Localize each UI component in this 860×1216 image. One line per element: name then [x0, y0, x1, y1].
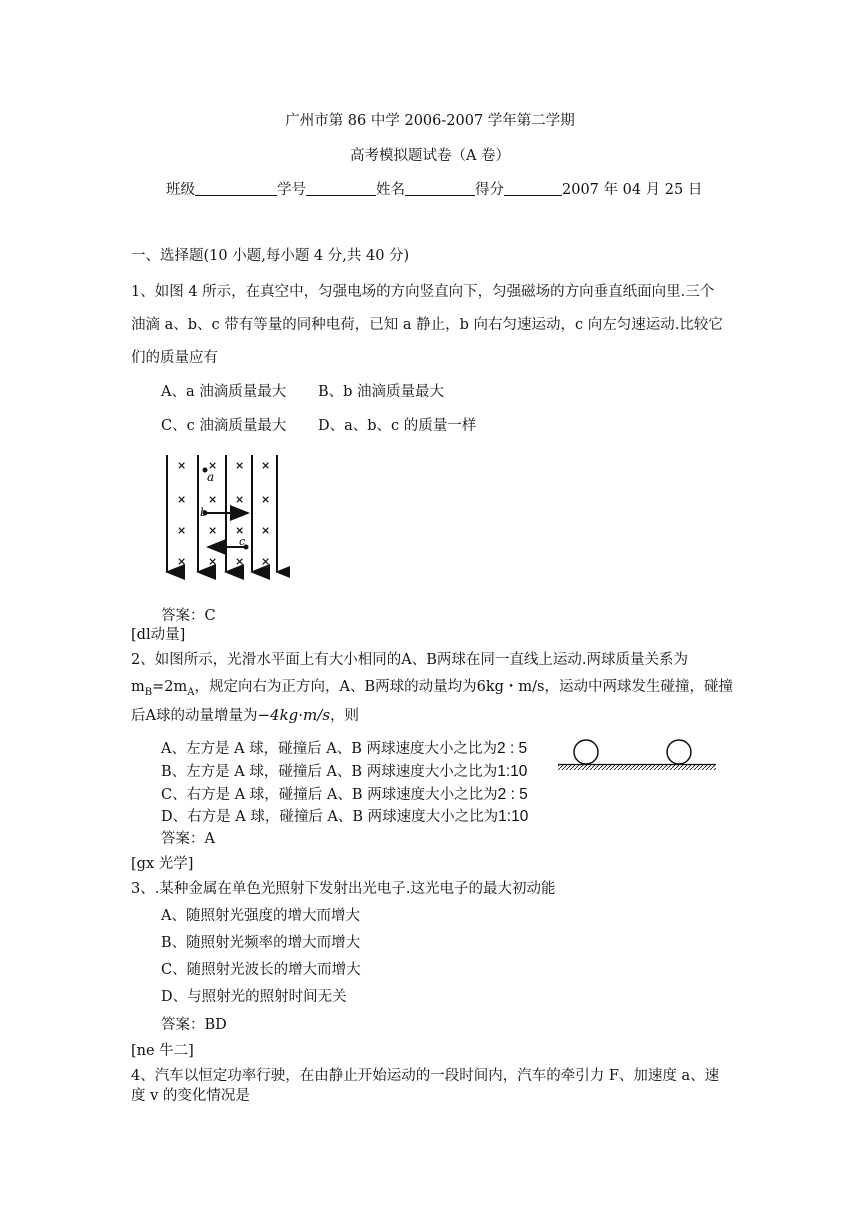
q3-option-b: B、随照射光频率的增大而增大 — [161, 935, 361, 951]
q1-option-b: B、b 油滴质量最大 — [318, 384, 445, 400]
q4-stem-line1: 4、汽车以恒定功率行驶，在由静止开始运动的一段时间内，汽车的牵引力 F、加速度 a、速 — [131, 1068, 720, 1084]
svg-text:×: × — [208, 524, 218, 537]
id-blank[interactable] — [306, 181, 376, 196]
q1-stem-line2: 油滴 a、b、c 带有等量的同种电荷，已知 a 静止，b 向右匀速运动，c 向左匀速运动.比较它 — [131, 317, 723, 333]
q2-stem-line3: 后A球的动量增量为−4kg·m/s，则 — [131, 706, 360, 724]
q1-answer: 答案：C — [161, 608, 216, 624]
name-label: 姓名 — [376, 182, 405, 198]
id-label: 学号 — [277, 182, 306, 198]
svg-text:×: × — [235, 555, 245, 568]
q2-stem-line1: 2、如图所示，光滑水平面上有大小相同的A、B两球在同一直线上运动.两球质量关系为 — [131, 652, 688, 668]
svg-text:×: × — [208, 493, 218, 506]
svg-text:×: × — [235, 459, 245, 472]
q3-option-d: D、与照射光的照射时间无关 — [161, 989, 347, 1005]
school-title: 广州市第 86 中学 2006-2007 学年第二学期 — [285, 113, 575, 129]
svg-text:×: × — [261, 459, 271, 472]
q3-option-a: A、随照射光强度的增大而增大 — [161, 908, 360, 924]
ball-left — [574, 740, 598, 764]
q1-stem-line1: 1、如图 4 所示，在真空中，匀强电场的方向竖直向下，匀强磁场的方向垂直纸面向里.三个 — [131, 284, 715, 300]
svg-text:×: × — [261, 524, 271, 537]
q1-option-a: A、a 油滴质量最大 — [161, 384, 287, 400]
score-label: 得分 — [475, 182, 504, 198]
q2-answer: 答案：A — [161, 831, 215, 847]
q4-topic-tag: [ne 牛二] — [131, 1043, 194, 1059]
q2-topic-tag: [dl动量] — [131, 627, 186, 643]
svg-text:×: × — [208, 555, 218, 568]
q1-field-figure — [150, 450, 290, 585]
section-title: 一、选择题(10 小题,每小题 4 分,共 40 分) — [131, 248, 410, 264]
momentum-change: −4kg·m/s — [257, 706, 331, 724]
svg-text:×: × — [177, 459, 187, 472]
svg-text:×: × — [261, 555, 271, 568]
svg-text:×: × — [235, 524, 245, 537]
class-label: 班级 — [166, 182, 195, 198]
label-b: b — [200, 506, 208, 519]
q1-stem-line3: 们的质量应有 — [131, 350, 218, 366]
q2-option-d: D、右方是 A 球，碰撞后 A、B 两球速度大小之比为1:10 — [161, 808, 529, 825]
q3-topic-tag: [gx 光学] — [131, 856, 194, 872]
svg-text:×: × — [177, 524, 187, 537]
exam-title: 高考模拟题试卷（A 卷） — [349, 148, 511, 164]
q4-stem-line2: 度 v 的变化情况是 — [131, 1088, 250, 1104]
q2-stem-line2: $m_B=2m_A$，规定向右为正方向，A、B两球的动量均为6kg・m/s，运动中两球发生碰撞，碰撞 — [131, 679, 733, 698]
q2-option-a: A、左方是 A 球，碰撞后 A、B 两球速度大小之比为2 : 5 — [161, 740, 528, 757]
q1-option-c: C、c 油滴质量最大 — [161, 418, 287, 434]
svg-text:×: × — [208, 459, 218, 472]
q3-option-c: C、随照射光波长的增大而增大 — [161, 962, 361, 978]
student-info-line — [166, 180, 702, 200]
svg-text:×: × — [177, 493, 187, 506]
svg-text:×: × — [261, 493, 271, 506]
q3-stem: 3、.某种金属在单色光照射下发射出光电子.这光电子的最大初动能 — [131, 881, 556, 897]
ground-hatching — [558, 765, 716, 770]
class-blank[interactable] — [195, 181, 277, 196]
q2-option-b: B、左方是 A 球，碰撞后 A、B 两球速度大小之比为1:10 — [161, 763, 528, 780]
svg-text:×: × — [177, 555, 187, 568]
q2-balls-figure — [556, 736, 718, 776]
ball-right — [667, 740, 691, 764]
q2-option-c: C、右方是 A 球，碰撞后 A、B 两球速度大小之比为2 : 5 — [161, 786, 528, 803]
svg-text:×: × — [235, 493, 245, 506]
name-blank[interactable] — [405, 181, 475, 196]
label-c: c — [239, 535, 246, 548]
score-blank[interactable] — [504, 181, 562, 196]
q1-option-d: D、a、b、c 的质量一样 — [318, 418, 477, 434]
exam-date: 2007 年 04 月 25 日 — [562, 182, 703, 198]
label-a: a — [207, 470, 215, 484]
q3-answer: 答案：BD — [161, 1017, 227, 1033]
